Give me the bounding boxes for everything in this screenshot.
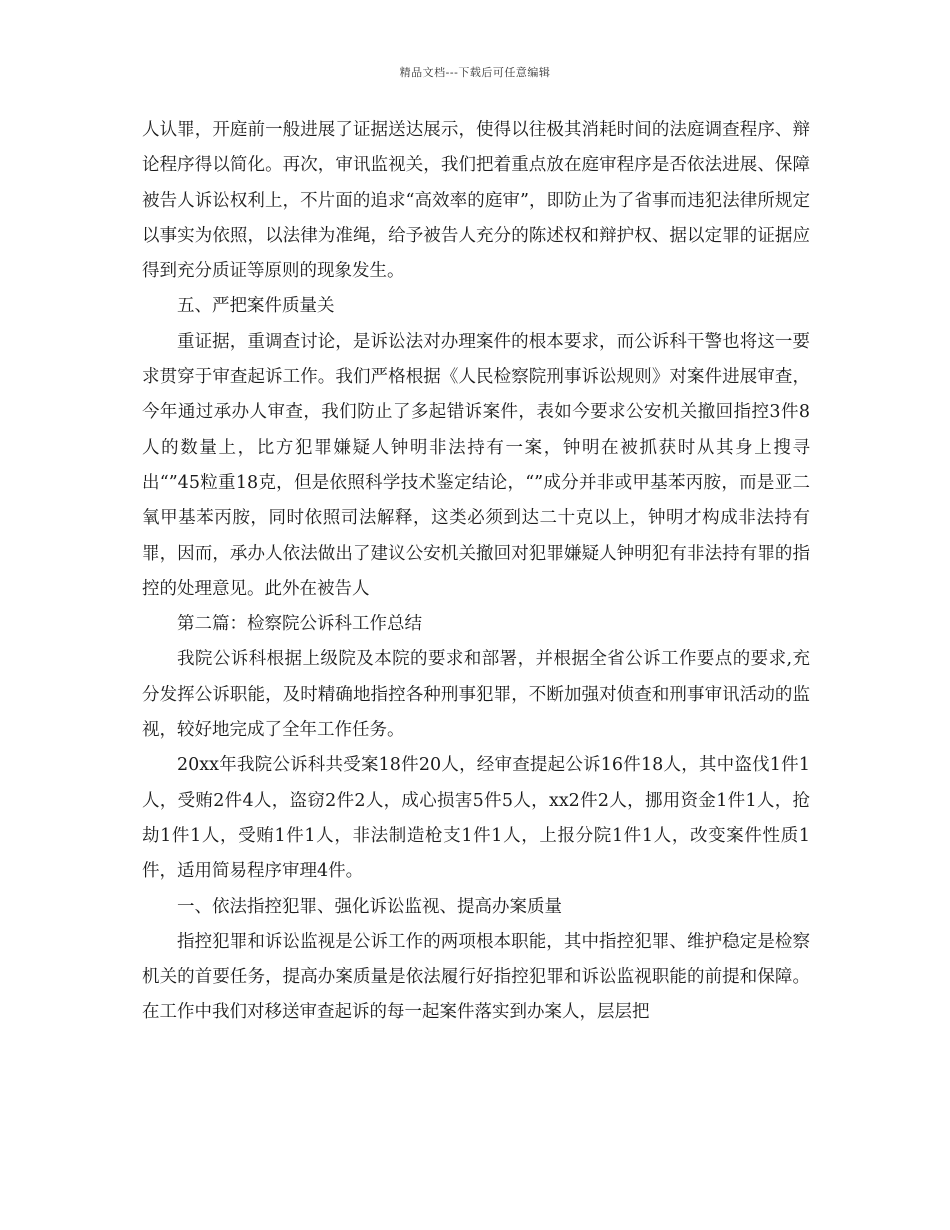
section-heading: 一、依法指控犯罪、强化诉讼监视、提高办案质量 [177,896,562,917]
document-body [142,113,810,1031]
section-heading: 五、严把案件质量关 [177,296,335,317]
paragraph: 指控犯罪和诉讼监视是公诉工作的两项根本职能，其中指控犯罪、维护稳定是检察机关的首要任务，提高办案质量是依法履行好指控犯罪和诉讼监视职能的前提和保障。在工作中我们对移送审查起诉的每一起案件落实到办案人，层层把 [142,931,810,1023]
paragraph: 我院公诉科根据上级院及本院的要求和部署，并根据全省公诉工作要点的要求,充分发挥公诉职能，及时精确地指控各种刑事犯罪，不断加强对侦查和刑事审讯活动的监视，较好地完成了全年工作任务。 [142,649,810,741]
paragraph: 人认罪，开庭前一般进展了证据送达展示，使得以往极其消耗时间的法庭调查程序、辩论程序得以简化。再次，审讯监视关，我们把着重点放在庭审程序是否依法进展、保障被告人诉讼权利上，不片面的追求“高效率的庭审”，即防止为了省事而违犯法律所规定以事实为依照，以法律为准绳，给予被告人充分的陈述权和辩护权、据以定罪的证据应得到充分质证等原则的现象发生。 [142,120,810,282]
chapter-title: 第二篇：检察院公诉科工作总结 [177,614,422,635]
paragraph: 20xx年我院公诉科共受案18件20人，经审查提起公诉16件18人，其中盗伐1件1人，受贿2件4人，盗窃2件2人，成心损害5件5人，xx2件2人，挪用资金1件1人，抢劫1件1人，受贿1件1人，非法制造枪支1件1人，上报分院1件1人，改变案件性质1件，适用简易程序审理4件。 [142,755,810,882]
page-header: 精品文档---下载后可任意编辑 [399,66,551,79]
paragraph: 重证据，重调查讨论，是诉讼法对办理案件的根本要求，而公诉科干警也将这一要求贯穿于审查起诉工作。我们严格根据《人民检察院刑事诉讼规则》对案件进展审查，今年通过承办人审查，我们防止了多起错诉案件，表如今要求公安机关撤回指控3件8人的数量上，比方犯罪嫌疑人钟明非法持有一案，钟明在被抓获时从其身上搜寻出“”45粒重18克，但是依照科学技术鉴定结论，“”成分并非或甲基苯丙胺，而是亚二氧甲基苯丙胺，同时依照司法解释，这类必须到达二十克以上，钟明才构成非法持有罪，因而，承办人依法做出了建议公安机关撤回对犯罪嫌疑人钟明犯有非法持有罪的指控的处理意见。此外在被告人 [142,331,810,599]
